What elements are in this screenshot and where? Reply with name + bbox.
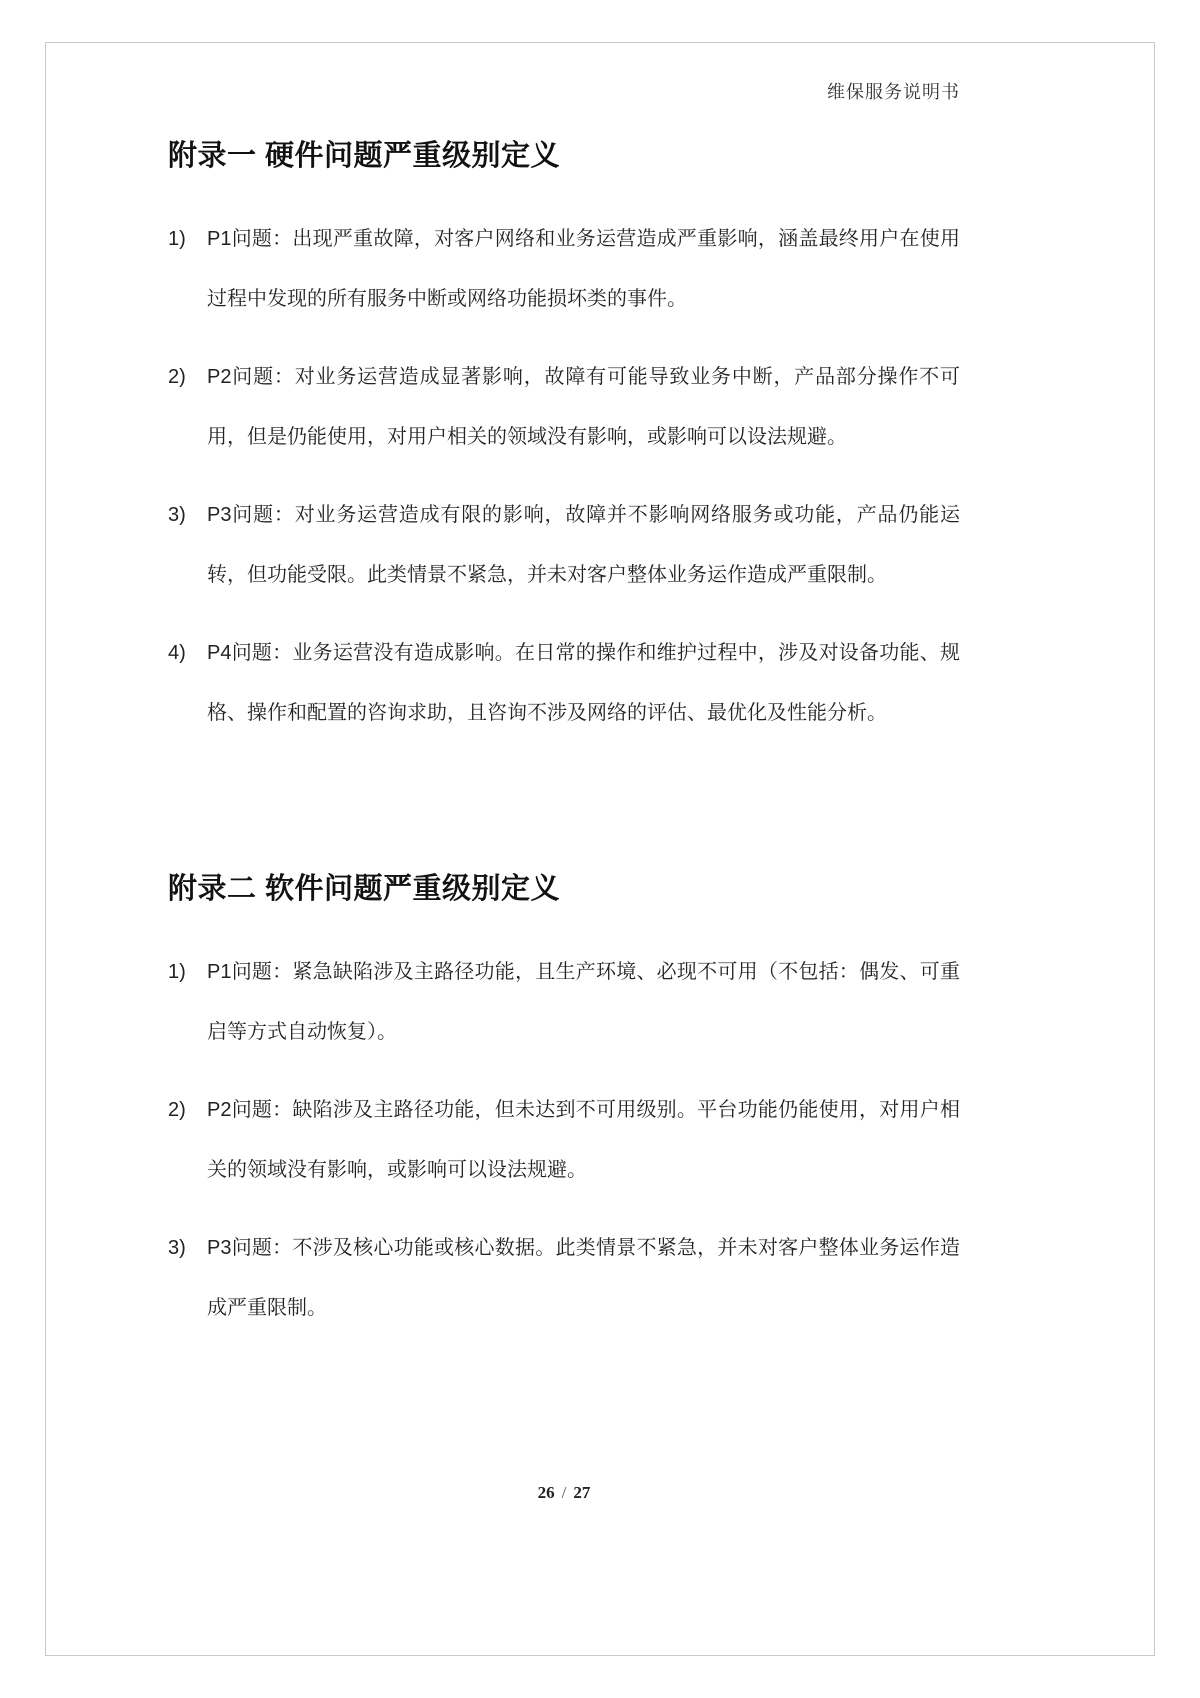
page-footer <box>168 1483 960 1503</box>
item-text: P4问题：业务运营没有造成影响。在日常的操作和维护过程中，涉及对设备功能、规格、操作和配置的咨询求助，且咨询不涉及网络的评估、最优化及性能分析。 <box>207 642 960 724</box>
list-item <box>168 623 960 743</box>
item-number: 4) <box>168 642 186 664</box>
item-number: 3) <box>168 504 186 526</box>
page-header <box>168 78 960 104</box>
list-item <box>168 1218 960 1338</box>
appendix1-list <box>168 209 960 743</box>
list-item <box>168 1080 960 1200</box>
appendix2-list <box>168 942 960 1338</box>
item-number: 1) <box>168 961 186 983</box>
list-item <box>168 942 960 1062</box>
item-text: P1问题：出现严重故障，对客户网络和业务运营造成严重影响，涵盖最终用户在使用过程中发现的所有服务中断或网络功能损坏类的事件。 <box>207 228 960 310</box>
list-item <box>168 485 960 605</box>
item-text: P2问题：对业务运营造成显著影响，故障有可能导致业务中断，产品部分操作不可用，但是仍能使用，对用户相关的领域没有影响，或影响可以设法规避。 <box>207 366 960 448</box>
list-item <box>168 209 960 329</box>
item-number: 3) <box>168 1237 186 1259</box>
total-pages-number: 27 <box>573 1483 591 1502</box>
header-title: 维保服务说明书 <box>827 82 960 102</box>
appendix1-title: 附录一 硬件问题严重级别定义 <box>168 140 561 172</box>
item-text: P3问题：对业务运营造成有限的影响，故障并不影响网络服务或功能，产品仍能运转，但功能受限。此类情景不紧急，并未对客户整体业务运作造成严重限制。 <box>207 504 960 586</box>
appendix2-title: 附录二 软件问题严重级别定义 <box>168 873 561 905</box>
page-content <box>168 135 960 1356</box>
item-text: P3问题：不涉及核心功能或核心数据。此类情景不紧急，并未对客户整体业务运作造成严重限制。 <box>207 1237 960 1319</box>
item-text: P2问题：缺陷涉及主路径功能，但未达到不可用级别。平台功能仍能使用，对用户相关的领域没有影响，或影响可以设法规避。 <box>207 1099 960 1181</box>
page-number-separator: / <box>561 1483 567 1502</box>
item-text: P1问题：紧急缺陷涉及主路径功能，且生产环境、必现不可用（不包括：偶发、可重启等方式自动恢复）。 <box>207 961 960 1043</box>
list-item <box>168 347 960 467</box>
current-page-number: 26 <box>537 1483 555 1502</box>
item-number: 2) <box>168 366 186 388</box>
item-number: 2) <box>168 1099 186 1121</box>
item-number: 1) <box>168 228 186 250</box>
